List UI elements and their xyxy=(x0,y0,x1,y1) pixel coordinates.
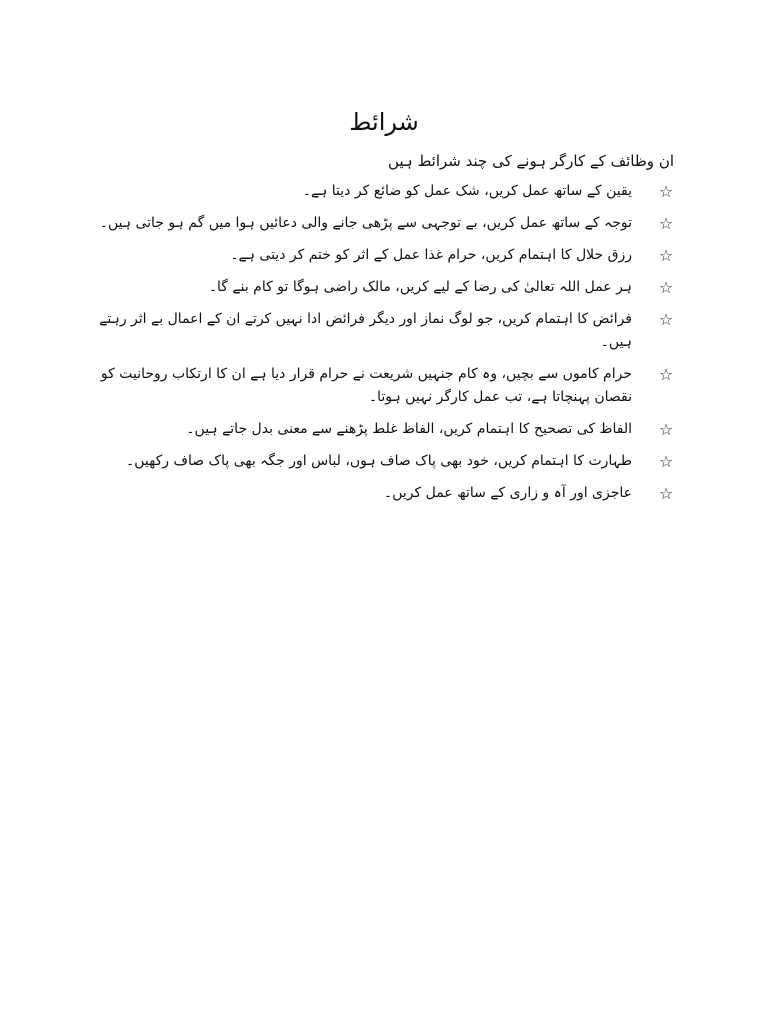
star-outline-icon: ☆ xyxy=(658,278,674,297)
page-title: شرائط xyxy=(349,108,419,136)
list-item-text: فرائض کا اہتمام کریں، جو لوگ نماز اور دیگر فرائض ادا نہیں کرتے ان کے اعمال بے اثر رہتے ہیں۔ xyxy=(99,311,632,350)
list-item-text: ہر عمل اللہ تعالیٰ کی رضا کے لیے کریں، مالک راضی ہوگا تو کام بنے گا۔ xyxy=(208,279,632,295)
list-item xyxy=(76,276,676,299)
list-item-text: توجہ کے ساتھ عمل کریں، بے توجہی سے پڑھی جانے والی دعائیں ہوا میں گم ہو جاتی ہیں۔ xyxy=(99,215,632,231)
list-item xyxy=(76,418,676,441)
conditions-list xyxy=(76,180,676,514)
star-outline-icon: ☆ xyxy=(658,214,674,233)
star-outline-icon: ☆ xyxy=(658,310,674,329)
list-item-text: عاجزی اور آہ و زاری کے ساتھ عمل کریں۔ xyxy=(384,485,632,501)
intro-text: ان وظائف کے کارگر ہونے کی چند شرائط ہیں xyxy=(387,152,674,170)
list-item-text: الفاظ کی تصحیح کا اہتمام کریں، الفاظ غلط پڑھنے سے معنی بدل جاتے ہیں۔ xyxy=(186,421,632,437)
list-item xyxy=(76,244,676,267)
star-outline-icon: ☆ xyxy=(658,452,674,471)
list-item-text: حرام کاموں سے بچیں، وہ کام جنہیں شریعت نے حرام قرار دیا ہے ان کا ارتکاب روحانیت کو نقصان پہنچاتا ہے، تب عمل کارگر نہیں ہوتا۔ xyxy=(100,366,632,405)
star-outline-icon: ☆ xyxy=(658,484,674,503)
star-outline-icon: ☆ xyxy=(658,246,674,265)
star-outline-icon: ☆ xyxy=(658,365,674,384)
list-item-text: طہارت کا اہتمام کریں، خود بھی پاک صاف ہوں، لباس اور جگہ بھی پاک صاف رکھیں۔ xyxy=(126,453,632,469)
list-item xyxy=(76,212,676,235)
list-item-text: رزق حلال کا اہتمام کریں، حرام غذا عمل کے اثر کو ختم کر دیتی ہے۔ xyxy=(230,247,632,263)
list-item xyxy=(76,482,676,505)
star-outline-icon: ☆ xyxy=(658,182,674,201)
list-item-text: یقین کے ساتھ عمل کریں، شک عمل کو ضائع کر دیتا ہے۔ xyxy=(302,183,632,199)
list-item xyxy=(76,363,676,409)
list-item xyxy=(76,308,676,354)
list-item xyxy=(76,450,676,473)
star-outline-icon: ☆ xyxy=(658,420,674,439)
list-item xyxy=(76,180,676,203)
